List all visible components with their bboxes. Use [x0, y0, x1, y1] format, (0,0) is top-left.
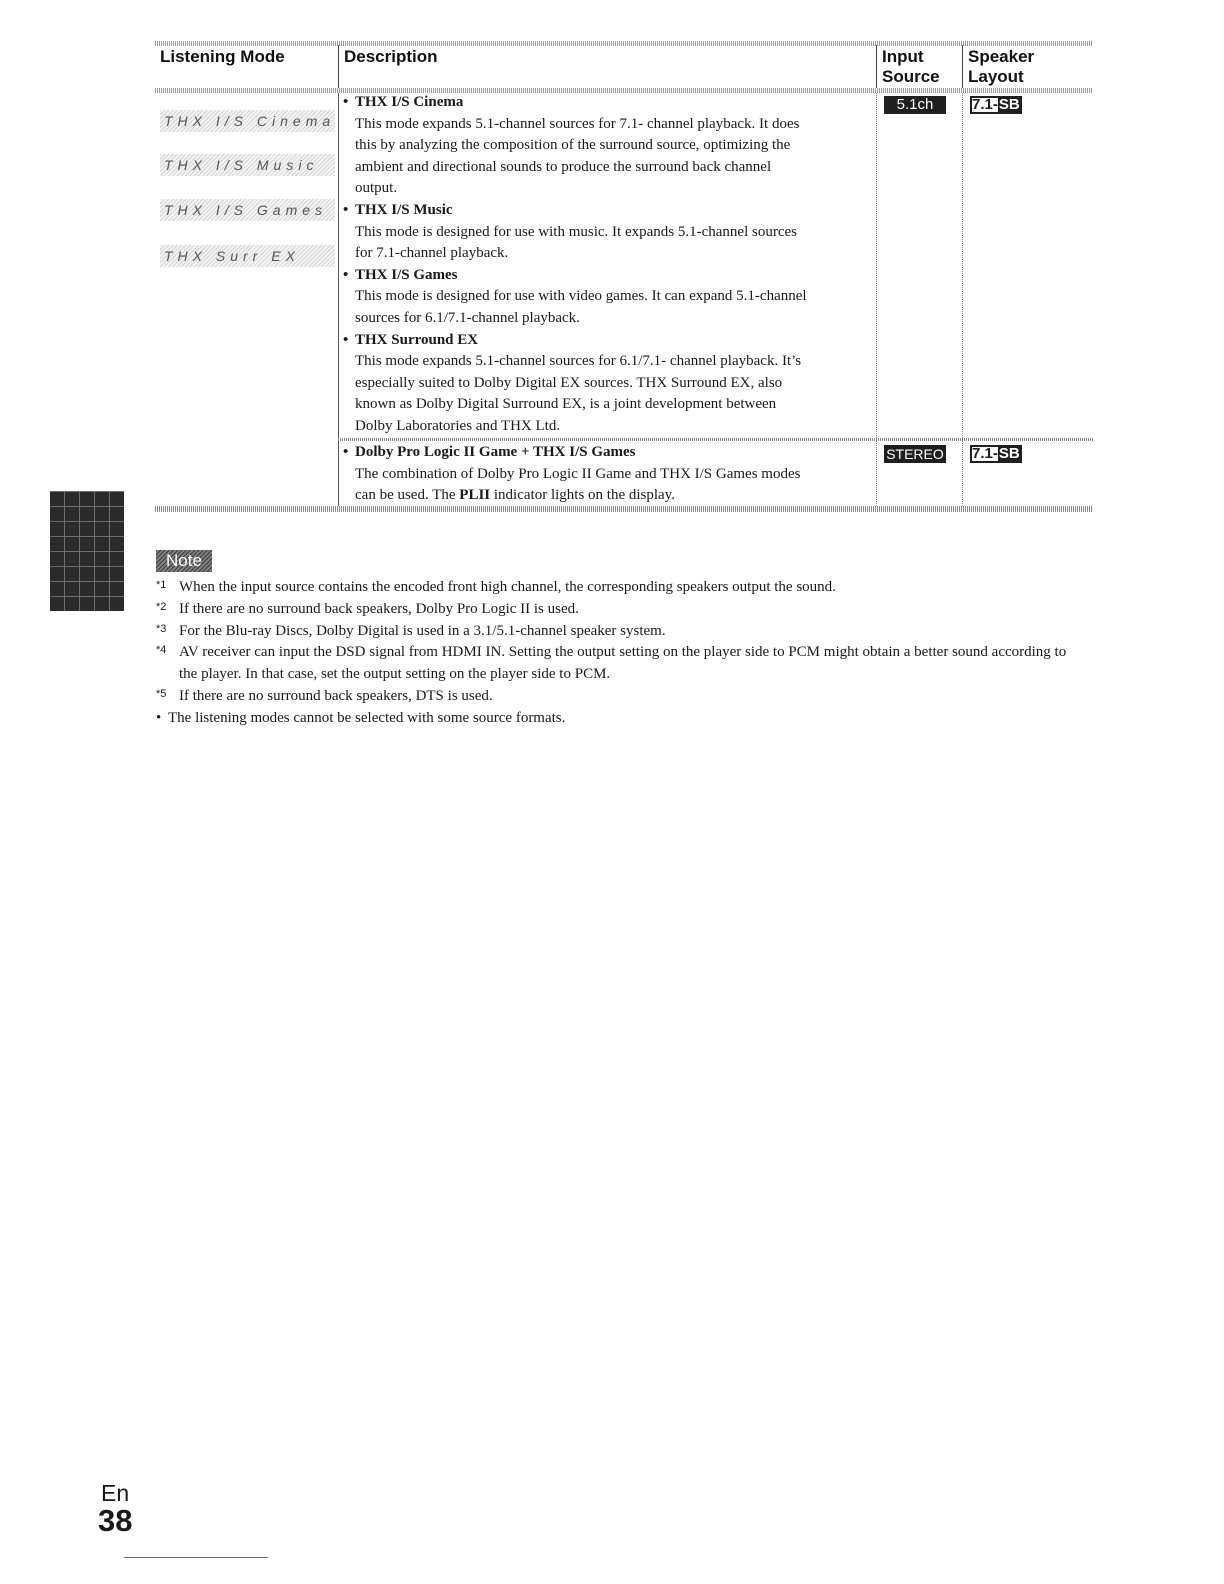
item-title: • THX I/S Games: [343, 266, 458, 283]
item-title: • THX Surround EX: [343, 331, 479, 348]
note-item: *5 If there are no surround back speakers, DTS is used.: [156, 687, 493, 704]
mode-thx-surr-ex: THX Surr EX: [160, 245, 335, 267]
table-bottom-rule: [155, 506, 1093, 512]
note-item: • The listening modes cannot be selected with some source formats.: [156, 709, 566, 726]
table-header: [155, 45, 1093, 89]
column-divider: [876, 93, 877, 508]
mode-thx-is-games: THX I/S Games: [160, 199, 335, 221]
header-listening-mode: Listening Mode: [160, 47, 285, 66]
footer-rule: [124, 1557, 268, 1558]
item-body: The combination of Dolby Pro Logic II Game and THX I/S Games modes can be used. The PLII indicator lights on the display.: [355, 465, 801, 504]
note-item: *4 AV receiver can input the DSD signal from HDMI IN. Setting the output setting on the player side to PCM might obtain a better sound according to the player. In that case, set the output setting on the player side to PCM.: [156, 644, 1067, 683]
item-body: This mode is designed for use with music. It expands 5.1-channel sources for 7.1-channel playback.: [355, 223, 797, 262]
mode-thx-is-cinema: THX I/S Cinema: [160, 110, 335, 132]
note-item: *3 For the Blu-ray Discs, Dolby Digital is used in a 3.1/5.1-channel speaker system.: [156, 622, 666, 639]
input-source-badge-stereo: STEREO: [884, 445, 946, 463]
language-label: En: [101, 1480, 130, 1506]
column-divider: [962, 93, 963, 508]
item-title: • Dolby Pro Logic II Game + THX I/S Games: [343, 444, 636, 460]
page-number: 38: [98, 1503, 133, 1538]
input-source-badge-5-1ch: 5.1ch: [884, 96, 946, 114]
header-input-source: Input Source: [876, 45, 962, 89]
header-speaker-layout: Speaker Layout: [962, 45, 1093, 89]
note-label: Note: [156, 550, 212, 572]
item-title: • THX I/S Cinema: [343, 94, 464, 110]
note-item: *1 When the input source contains the encoded front high channel, the corresponding speakers output the sound.: [156, 579, 836, 595]
description-group-1: [343, 92, 873, 438]
header-description: Description: [338, 45, 876, 89]
item-body: This mode expands 5.1-channel sources for 6.1/7.1- channel playback. It’s especially suited to Dolby Digital EX sources. THX Surround EX, also known as Dolby Digital Surround EX, is a joint development between Dolby Laboratories and THX Ltd.: [355, 353, 802, 434]
row-divider: [338, 438, 1093, 441]
item-title: • THX I/S Music: [343, 201, 453, 218]
mode-thx-is-music: THX I/S Music: [160, 154, 335, 176]
notes-list: [156, 577, 1076, 730]
item-body: This mode expands 5.1-channel sources for 7.1- channel playback. It does this by analyzing the composition of the surround source, optimizing the ambient and directional sounds to produce the surround back channel output.: [355, 115, 800, 197]
speaker-layout-badge-7-1-sb: 7.1-SB: [970, 445, 1022, 463]
section-tab-marker: [50, 491, 124, 611]
column-divider: [338, 93, 339, 508]
description-group-2: [343, 442, 873, 507]
item-body: This mode is designed for use with video games. It can expand 5.1-channel sources for 6.1/7.1-channel playback.: [355, 288, 807, 326]
note-item: *2 If there are no surround back speakers, Dolby Pro Logic II is used.: [156, 600, 579, 617]
speaker-layout-badge-7-1-sb: 7.1-SB: [970, 96, 1022, 114]
